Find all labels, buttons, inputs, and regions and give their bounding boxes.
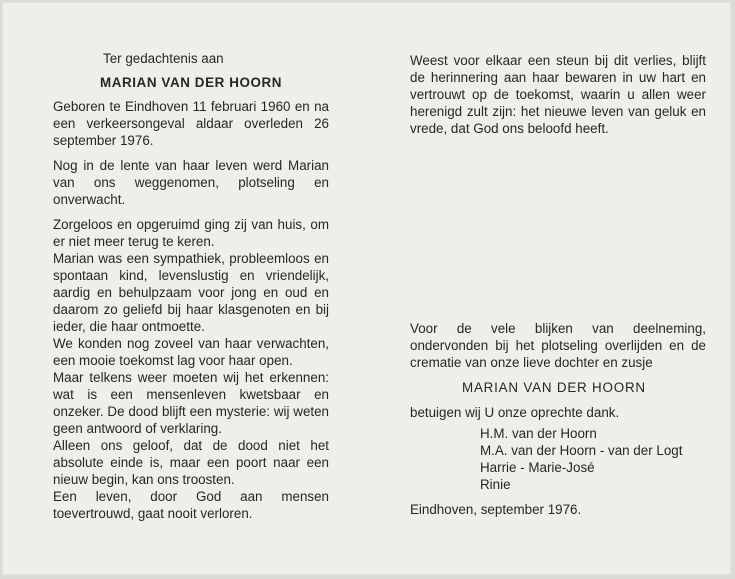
verse-text: Weest voor elkaar een steun bij dit verlies, blijft de herinnering aan haar bewaren in uw hart en vertrouwt op de toekomst, waarin u allen weer herenigd zult zijn: het nieuwe leven van geluk en vrede, dat God ons beloofd heeft.: [410, 53, 706, 136]
deceased-name-right: MARIAN VAN DER HOORN: [462, 380, 646, 395]
paragraph-4: We konden nog zoveel van haar verwachten, een mooie toekomst lag voor haar open.: [53, 336, 329, 368]
place-date: Eindhoven, september 1976.: [410, 502, 582, 517]
right-panel-verse: [410, 52, 706, 145]
paragraph-5: Maar telkens weer moeten wij het erkennen: wat is een mensenleven kwetsbaar en onzeker. De dood blijft een mysterie: wij weten geen antwoord of verklaring.: [53, 370, 329, 436]
family-member: Rinie: [480, 477, 511, 492]
intro-heading: Ter gedachtenis aan: [103, 51, 224, 66]
paragraph-2: Zorgeloos en opgeruimd ging zij van huis, om er niet meer terug te keren.: [53, 217, 329, 249]
left-panel: [53, 50, 329, 522]
family-member: Harrie - Marie-José: [480, 460, 595, 475]
birth-text: Geboren te Eindhoven 11 februari 1960 en na een verkeersongeval aldaar overleden 26 september 1976.: [53, 99, 329, 148]
family-member: H.M. van der Hoorn: [480, 426, 597, 441]
thanks-intro: Voor de vele blijken van deelneming, ondervonden bij het plotseling overlijden en de crematie van onze lieve dochter en zusje: [410, 321, 706, 370]
paragraph-7: Een leven, door God aan mensen toevertrouwd, gaat nooit verloren.: [53, 489, 329, 521]
thanks-text: betuigen wij U onze oprechte dank.: [410, 405, 620, 420]
paragraph-3: Marian was een sympathiek, probleemloos en spontaan kind, levenslustig en vriendelijk, aardig en behulpzaam voor jong en oud en daarom zo geliefd bij haar klasgenoten en bij ieder, die haar ontmoette.: [53, 251, 329, 334]
deceased-name-left: MARIAN VAN DER HOORN: [99, 75, 283, 90]
acknowledgement-block: [410, 320, 706, 518]
paragraph-1: Nog in de lente van haar leven werd Marian van ons weggenomen, plotseling en onverwacht.: [53, 158, 329, 207]
family-list: [410, 425, 706, 493]
family-member: M.A. van der Hoorn - van der Logt: [480, 443, 683, 458]
paragraph-6: Alleen ons geloof, dat de dood niet het absolute einde is, maar een poort naar een nieuw begin, kan ons troosten.: [53, 438, 329, 487]
